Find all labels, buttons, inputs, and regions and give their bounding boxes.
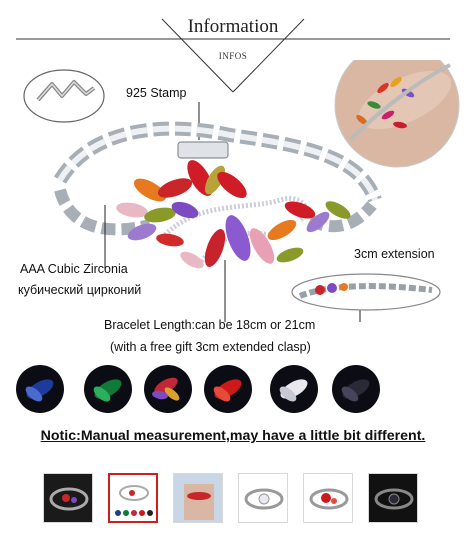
section-subtitle: INFOS (218, 51, 248, 61)
thumbnail-4[interactable] (238, 473, 288, 523)
section-title: Information (187, 16, 279, 37)
product-illustration (0, 60, 466, 360)
extension-chain-image (292, 274, 440, 310)
length-label: Bracelet Length:can be 18cm or 21cm (104, 318, 316, 332)
clasp-detail-image (24, 70, 104, 122)
thumbnail-3[interactable] (173, 473, 223, 523)
color-option-multicolor[interactable] (144, 365, 192, 413)
color-options (0, 364, 466, 420)
gemstones (115, 156, 353, 272)
stamp-label: 925 Stamp (126, 86, 187, 100)
thumbnail-1[interactable] (43, 473, 93, 523)
color-option-white[interactable] (270, 365, 318, 413)
thumbnail-5[interactable] (303, 473, 353, 523)
thumbnail-6[interactable] (368, 473, 418, 523)
zirconia-label-ru: кубический цирконий (18, 283, 142, 297)
zirconia-label: AAA Cubic Zirconia (20, 262, 128, 276)
wrist-photo (335, 60, 460, 167)
thumbnail-2[interactable] (108, 473, 158, 523)
extension-label: 3cm extension (354, 247, 435, 261)
color-option-red[interactable] (204, 365, 252, 413)
gift-label: (with a free gift 3cm extended clasp) (110, 340, 311, 354)
color-option-blue[interactable] (16, 365, 64, 413)
color-option-green[interactable] (84, 365, 132, 413)
measurement-notice: Notic:Manual measurement,may have a little bit different. (40, 428, 426, 444)
color-option-black[interactable] (332, 365, 380, 413)
